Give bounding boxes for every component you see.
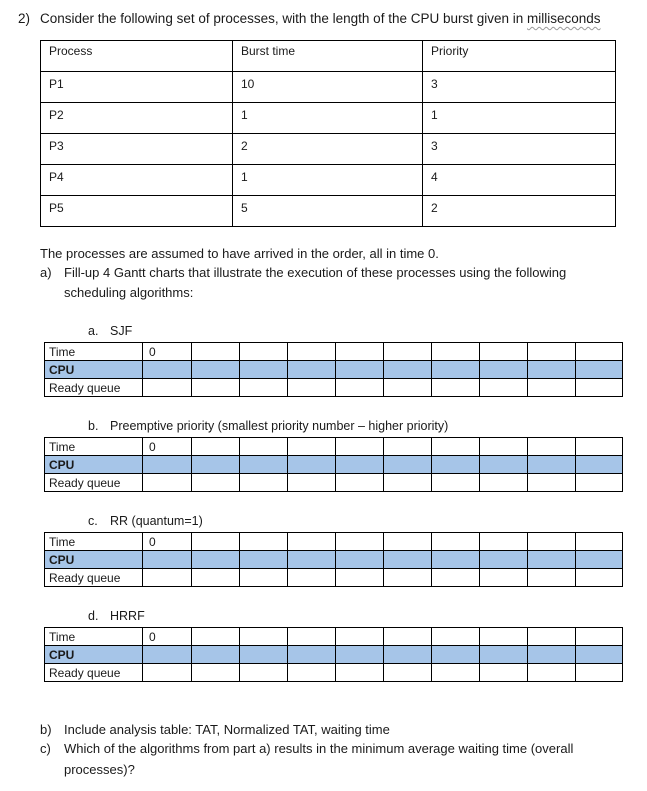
cpu-cell[interactable] xyxy=(143,361,192,379)
part-c-marker: c) xyxy=(40,741,51,756)
cpu-label: CPU xyxy=(45,361,143,379)
cpu-cell[interactable] xyxy=(432,361,480,379)
part-a-line1: Fill-up 4 Gantt charts that illustrate the execution of these processes using the following xyxy=(64,265,567,280)
cpu-cell[interactable] xyxy=(576,551,623,569)
gantt-cpu-row xyxy=(45,456,623,474)
time-cell[interactable] xyxy=(288,438,336,456)
burst-time: 1 xyxy=(233,103,423,134)
time-cell[interactable] xyxy=(192,628,240,646)
ready-cell[interactable] xyxy=(576,379,623,397)
gantt-time-row xyxy=(45,343,623,361)
cpu-cell[interactable] xyxy=(576,456,623,474)
ready-cell[interactable] xyxy=(143,569,192,587)
gantt-a-heading xyxy=(88,324,132,338)
time-cell[interactable] xyxy=(240,438,288,456)
time-cell[interactable] xyxy=(432,438,480,456)
ready-cell[interactable] xyxy=(576,569,623,587)
time-start: 0 xyxy=(143,533,192,551)
gantt-cpu-row xyxy=(45,551,623,569)
cpu-cell[interactable] xyxy=(480,646,528,664)
header-process: Process xyxy=(41,41,233,72)
cpu-cell[interactable] xyxy=(240,551,288,569)
cpu-label: CPU xyxy=(45,456,143,474)
ready-cell[interactable] xyxy=(240,569,288,587)
table-row xyxy=(41,165,616,196)
question-heading xyxy=(18,11,601,26)
ready-cell[interactable] xyxy=(480,474,528,492)
gantt-chart-round-robin xyxy=(44,532,623,587)
cpu-cell[interactable] xyxy=(576,361,623,379)
cpu-cell[interactable] xyxy=(192,646,240,664)
time-cell[interactable] xyxy=(240,628,288,646)
cpu-cell[interactable] xyxy=(480,456,528,474)
time-cell[interactable] xyxy=(528,343,576,361)
cpu-cell[interactable] xyxy=(528,646,576,664)
cpu-cell[interactable] xyxy=(528,456,576,474)
process-name: P1 xyxy=(41,72,233,103)
ready-cell[interactable] xyxy=(336,379,384,397)
part-b-marker: b) xyxy=(40,722,52,737)
gantt-chart-hrrf xyxy=(44,627,623,682)
part-b-text: Include analysis table: TAT, Normalized TAT, waiting time xyxy=(64,722,390,737)
cpu-cell[interactable] xyxy=(528,361,576,379)
cpu-cell[interactable] xyxy=(432,456,480,474)
time-cell[interactable] xyxy=(384,533,432,551)
ready-cell[interactable] xyxy=(432,474,480,492)
ready-cell[interactable] xyxy=(288,474,336,492)
cpu-cell[interactable] xyxy=(288,456,336,474)
ready-cell[interactable] xyxy=(288,379,336,397)
gantt-a-title: SJF xyxy=(110,324,133,338)
priority: 3 xyxy=(423,134,616,165)
ready-cell[interactable] xyxy=(528,569,576,587)
time-cell[interactable] xyxy=(576,628,623,646)
cpu-cell[interactable] xyxy=(143,551,192,569)
arrival-note: The processes are assumed to have arrived in the order, all in time 0. xyxy=(40,246,439,261)
ready-queue-label: Ready queue xyxy=(45,569,143,587)
ready-cell[interactable] xyxy=(336,474,384,492)
time-cell[interactable] xyxy=(432,628,480,646)
cpu-label: CPU xyxy=(45,551,143,569)
cpu-cell[interactable] xyxy=(192,361,240,379)
ready-cell[interactable] xyxy=(384,474,432,492)
gantt-d-marker: d. xyxy=(88,609,99,623)
gantt-b-title: Preemptive priority (smallest priority number – higher priority) xyxy=(110,419,449,433)
ready-cell[interactable] xyxy=(384,379,432,397)
time-label: Time xyxy=(45,533,143,551)
gantt-time-row xyxy=(45,628,623,646)
cpu-cell[interactable] xyxy=(384,551,432,569)
question-number: 2) xyxy=(18,11,31,26)
gantt-a-marker: a. xyxy=(88,324,99,338)
burst-time: 2 xyxy=(233,134,423,165)
time-cell[interactable] xyxy=(336,343,384,361)
process-table-header xyxy=(41,41,616,72)
ready-cell[interactable] xyxy=(576,474,623,492)
ready-cell[interactable] xyxy=(240,664,288,682)
ready-cell[interactable] xyxy=(432,664,480,682)
cpu-cell[interactable] xyxy=(432,551,480,569)
cpu-cell[interactable] xyxy=(528,551,576,569)
time-cell[interactable] xyxy=(336,628,384,646)
header-burst-time: Burst time xyxy=(233,41,423,72)
cpu-cell[interactable] xyxy=(480,551,528,569)
priority: 3 xyxy=(423,72,616,103)
gantt-d-heading xyxy=(88,609,145,623)
gantt-b-marker: b. xyxy=(88,419,99,433)
burst-time: 1 xyxy=(233,165,423,196)
cpu-cell[interactable] xyxy=(288,646,336,664)
time-cell[interactable] xyxy=(288,628,336,646)
cpu-cell[interactable] xyxy=(336,456,384,474)
time-cell[interactable] xyxy=(432,343,480,361)
ready-cell[interactable] xyxy=(288,664,336,682)
time-cell[interactable] xyxy=(336,438,384,456)
ready-cell[interactable] xyxy=(192,664,240,682)
part-c-line1: Which of the algorithms from part a) results in the minimum average waiting time (overall xyxy=(64,741,574,756)
header-priority: Priority xyxy=(423,41,616,72)
ready-cell[interactable] xyxy=(192,474,240,492)
gantt-c-heading xyxy=(88,514,203,528)
time-cell[interactable] xyxy=(240,343,288,361)
cpu-cell[interactable] xyxy=(384,361,432,379)
gantt-c-title: RR (quantum=1) xyxy=(110,514,203,528)
cpu-cell[interactable] xyxy=(576,646,623,664)
cpu-cell[interactable] xyxy=(288,361,336,379)
gantt-chart-preemptive-priority xyxy=(44,437,623,492)
time-cell[interactable] xyxy=(576,533,623,551)
cpu-cell[interactable] xyxy=(240,456,288,474)
time-cell[interactable] xyxy=(384,628,432,646)
ready-queue-label: Ready queue xyxy=(45,474,143,492)
table-row xyxy=(41,134,616,165)
table-row xyxy=(41,196,616,227)
time-label: Time xyxy=(45,438,143,456)
ready-cell[interactable] xyxy=(576,664,623,682)
ready-cell[interactable] xyxy=(143,474,192,492)
ready-cell[interactable] xyxy=(240,474,288,492)
ready-cell[interactable] xyxy=(336,569,384,587)
ready-cell[interactable] xyxy=(528,664,576,682)
ready-cell[interactable] xyxy=(192,379,240,397)
question-text: Consider the following set of processes, with the length of the CPU burst given in xyxy=(40,11,528,26)
cpu-cell[interactable] xyxy=(432,646,480,664)
cpu-cell[interactable] xyxy=(480,361,528,379)
gantt-c-marker: c. xyxy=(88,514,98,528)
part-c-line2: processes)? xyxy=(64,762,135,777)
time-cell[interactable] xyxy=(480,438,528,456)
time-cell[interactable] xyxy=(240,533,288,551)
process-table xyxy=(40,40,616,227)
gantt-time-row xyxy=(45,438,623,456)
gantt-ready-row xyxy=(45,664,623,682)
gantt-cpu-row xyxy=(45,646,623,664)
time-cell[interactable] xyxy=(384,438,432,456)
time-cell[interactable] xyxy=(480,628,528,646)
cpu-cell[interactable] xyxy=(240,646,288,664)
time-cell[interactable] xyxy=(192,533,240,551)
time-cell[interactable] xyxy=(576,438,623,456)
process-name: P3 xyxy=(41,134,233,165)
time-cell[interactable] xyxy=(192,438,240,456)
ready-queue-label: Ready queue xyxy=(45,664,143,682)
ready-cell[interactable] xyxy=(432,379,480,397)
cpu-cell[interactable] xyxy=(143,456,192,474)
cpu-cell[interactable] xyxy=(336,646,384,664)
time-cell[interactable] xyxy=(480,343,528,361)
process-name: P5 xyxy=(41,196,233,227)
cpu-cell[interactable] xyxy=(288,551,336,569)
time-cell[interactable] xyxy=(288,343,336,361)
time-label: Time xyxy=(45,343,143,361)
ready-cell[interactable] xyxy=(192,569,240,587)
ready-cell[interactable] xyxy=(240,379,288,397)
gantt-time-row xyxy=(45,533,623,551)
gantt-chart-sjf xyxy=(44,342,623,397)
burst-time: 5 xyxy=(233,196,423,227)
time-start: 0 xyxy=(143,438,192,456)
gantt-cpu-row xyxy=(45,361,623,379)
cpu-cell[interactable] xyxy=(384,646,432,664)
gantt-d-title: HRRF xyxy=(110,609,145,623)
table-row xyxy=(41,72,616,103)
ready-cell[interactable] xyxy=(480,379,528,397)
cpu-cell[interactable] xyxy=(336,551,384,569)
ready-cell[interactable] xyxy=(528,474,576,492)
cpu-cell[interactable] xyxy=(240,361,288,379)
ready-cell[interactable] xyxy=(432,569,480,587)
gantt-ready-row xyxy=(45,474,623,492)
ready-cell[interactable] xyxy=(288,569,336,587)
ready-cell[interactable] xyxy=(384,569,432,587)
ready-cell[interactable] xyxy=(143,379,192,397)
ready-cell[interactable] xyxy=(528,379,576,397)
question-unit: milliseconds xyxy=(527,11,601,26)
priority: 1 xyxy=(423,103,616,134)
cpu-cell[interactable] xyxy=(336,361,384,379)
time-cell[interactable] xyxy=(528,628,576,646)
time-start: 0 xyxy=(143,628,192,646)
time-cell[interactable] xyxy=(288,533,336,551)
cpu-cell[interactable] xyxy=(384,456,432,474)
time-cell[interactable] xyxy=(528,438,576,456)
cpu-cell[interactable] xyxy=(192,456,240,474)
part-a-marker: a) xyxy=(40,265,52,280)
gantt-ready-row xyxy=(45,379,623,397)
time-cell[interactable] xyxy=(336,533,384,551)
ready-cell[interactable] xyxy=(480,569,528,587)
priority: 4 xyxy=(423,165,616,196)
ready-cell[interactable] xyxy=(384,664,432,682)
burst-time: 10 xyxy=(233,72,423,103)
priority: 2 xyxy=(423,196,616,227)
cpu-cell[interactable] xyxy=(143,646,192,664)
ready-cell[interactable] xyxy=(480,664,528,682)
time-cell[interactable] xyxy=(384,343,432,361)
time-cell[interactable] xyxy=(192,343,240,361)
cpu-label: CPU xyxy=(45,646,143,664)
process-name: P4 xyxy=(41,165,233,196)
process-name: P2 xyxy=(41,103,233,134)
time-label: Time xyxy=(45,628,143,646)
table-row xyxy=(41,103,616,134)
cpu-cell[interactable] xyxy=(192,551,240,569)
ready-cell[interactable] xyxy=(336,664,384,682)
gantt-b-heading xyxy=(88,419,448,433)
time-cell[interactable] xyxy=(528,533,576,551)
ready-cell[interactable] xyxy=(143,664,192,682)
time-cell[interactable] xyxy=(432,533,480,551)
time-cell[interactable] xyxy=(480,533,528,551)
ready-queue-label: Ready queue xyxy=(45,379,143,397)
part-a-line2: scheduling algorithms: xyxy=(64,285,194,300)
time-start: 0 xyxy=(143,343,192,361)
time-cell[interactable] xyxy=(576,343,623,361)
gantt-ready-row xyxy=(45,569,623,587)
